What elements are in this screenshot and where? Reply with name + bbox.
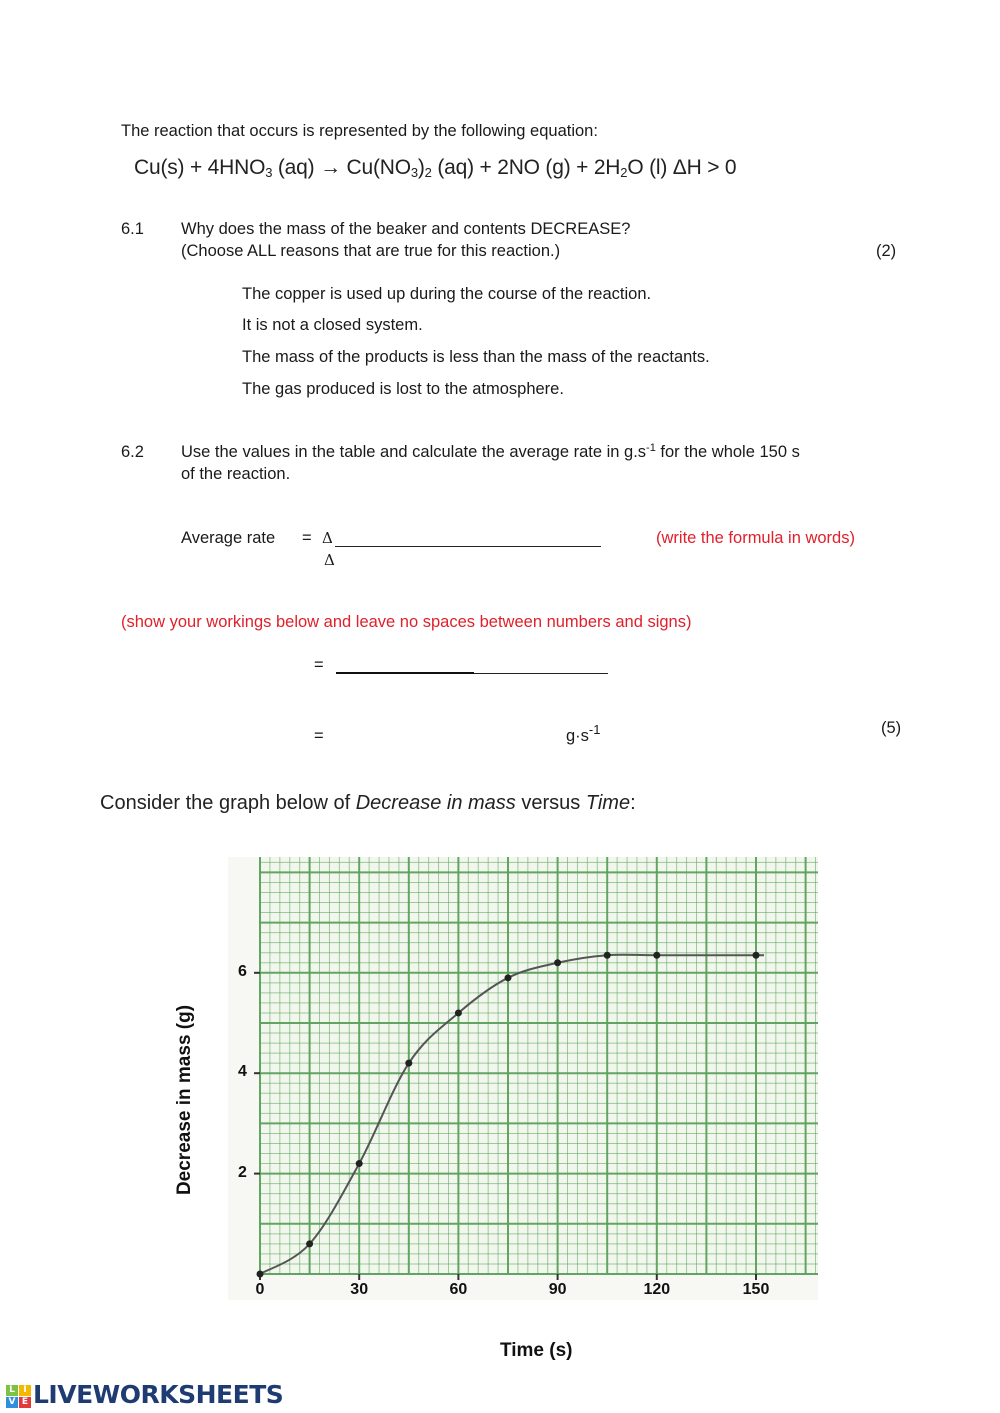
x-axis-label: Time (s) bbox=[500, 1340, 573, 1361]
unit-sup: -1 bbox=[588, 722, 601, 737]
eq-sub: 3 bbox=[410, 165, 418, 180]
unit-base: g·s bbox=[566, 727, 589, 745]
data-point bbox=[356, 1160, 363, 1167]
x-tick-label: 0 bbox=[255, 1281, 265, 1298]
data-point bbox=[753, 952, 760, 959]
q62-number: 6.2 bbox=[121, 443, 144, 461]
liveworksheets-logo-text[interactable]: LIVEWORKSHEETS bbox=[33, 1380, 284, 1409]
logo-tile: V bbox=[6, 1397, 18, 1408]
logo-tile: E bbox=[19, 1397, 31, 1408]
equals-sign: = bbox=[314, 727, 324, 745]
eq-part: (aq) + 2NO (g) + 2H bbox=[431, 156, 621, 179]
eq-sub: 3 bbox=[265, 165, 273, 180]
logo-tile: L bbox=[6, 1385, 18, 1396]
text-italic: Decrease in mass bbox=[355, 792, 516, 814]
q61-number: 6.1 bbox=[121, 220, 144, 238]
x-tick-label: 150 bbox=[742, 1281, 770, 1298]
q62-marks: (5) bbox=[881, 719, 902, 737]
eq-part: ) bbox=[417, 156, 425, 179]
q62-text: Use the values in the table and calculate the average rate in g.s bbox=[181, 443, 647, 461]
x-tick-label: 90 bbox=[548, 1281, 567, 1298]
q62-question-line2: of the reaction. bbox=[181, 465, 291, 483]
eq-part: (aq) → Cu(NO bbox=[272, 156, 411, 179]
text-italic: Time bbox=[585, 792, 631, 814]
q61-marks: (2) bbox=[876, 242, 897, 260]
logo-tile: I bbox=[19, 1385, 31, 1396]
eq-sub: 2 bbox=[424, 165, 432, 180]
intro-text: The reaction that occurs is represented by the following equation: bbox=[121, 122, 598, 140]
data-point bbox=[505, 974, 512, 981]
grid-area bbox=[260, 857, 818, 1274]
text: Consider the graph below of bbox=[100, 792, 356, 814]
q62-text: for the whole 150 s bbox=[655, 443, 800, 461]
data-point bbox=[306, 1240, 313, 1247]
delta-numerator: Δ bbox=[322, 529, 333, 547]
y-tick-label: 4 bbox=[238, 1063, 247, 1081]
q61-option-1[interactable]: The copper is used up during the course of the reaction. bbox=[242, 285, 652, 303]
eq-part: O (l) ΔH > 0 bbox=[627, 156, 737, 179]
data-point bbox=[257, 1271, 264, 1278]
average-rate-label: Average rate bbox=[181, 529, 276, 547]
data-point bbox=[405, 1060, 412, 1067]
formula-hint: (write the formula in words) bbox=[656, 529, 855, 547]
x-tick-label: 60 bbox=[449, 1281, 468, 1298]
workings-hint: (show your workings below and leave no spaces between numbers and signs) bbox=[121, 613, 692, 631]
y-axis-label: Decrease in mass (g) bbox=[174, 1004, 195, 1196]
equals-sign: = bbox=[302, 529, 312, 547]
q61-question: Why does the mass of the beaker and contents DECREASE? bbox=[181, 220, 631, 238]
text: versus bbox=[515, 792, 586, 814]
q61-option-4[interactable]: The gas produced is lost to the atmosphere. bbox=[242, 380, 564, 398]
delta-denominator: Δ bbox=[324, 551, 335, 569]
q61-option-3[interactable]: The mass of the products is less than the mass of the reactants. bbox=[242, 348, 710, 366]
x-tick-label: 30 bbox=[350, 1281, 369, 1298]
eq-part: Cu(s) + 4HNO bbox=[134, 156, 266, 179]
equals-sign: = bbox=[314, 656, 324, 674]
eq-sub: 2 bbox=[620, 165, 628, 180]
data-point bbox=[653, 952, 660, 959]
y-tick-label: 6 bbox=[238, 962, 247, 980]
x-tick-label: 120 bbox=[643, 1281, 671, 1298]
text: : bbox=[630, 792, 636, 814]
data-point bbox=[455, 1009, 462, 1016]
data-point bbox=[554, 959, 561, 966]
q61-instruction: (Choose ALL reasons that are true for this reaction.) bbox=[181, 242, 561, 260]
data-point bbox=[604, 952, 611, 959]
q61-option-2[interactable]: It is not a closed system. bbox=[242, 316, 423, 334]
q62-sup: -1 bbox=[646, 442, 656, 454]
liveworksheets-logo-icon bbox=[6, 1385, 32, 1409]
y-tick-label: 2 bbox=[238, 1163, 247, 1181]
